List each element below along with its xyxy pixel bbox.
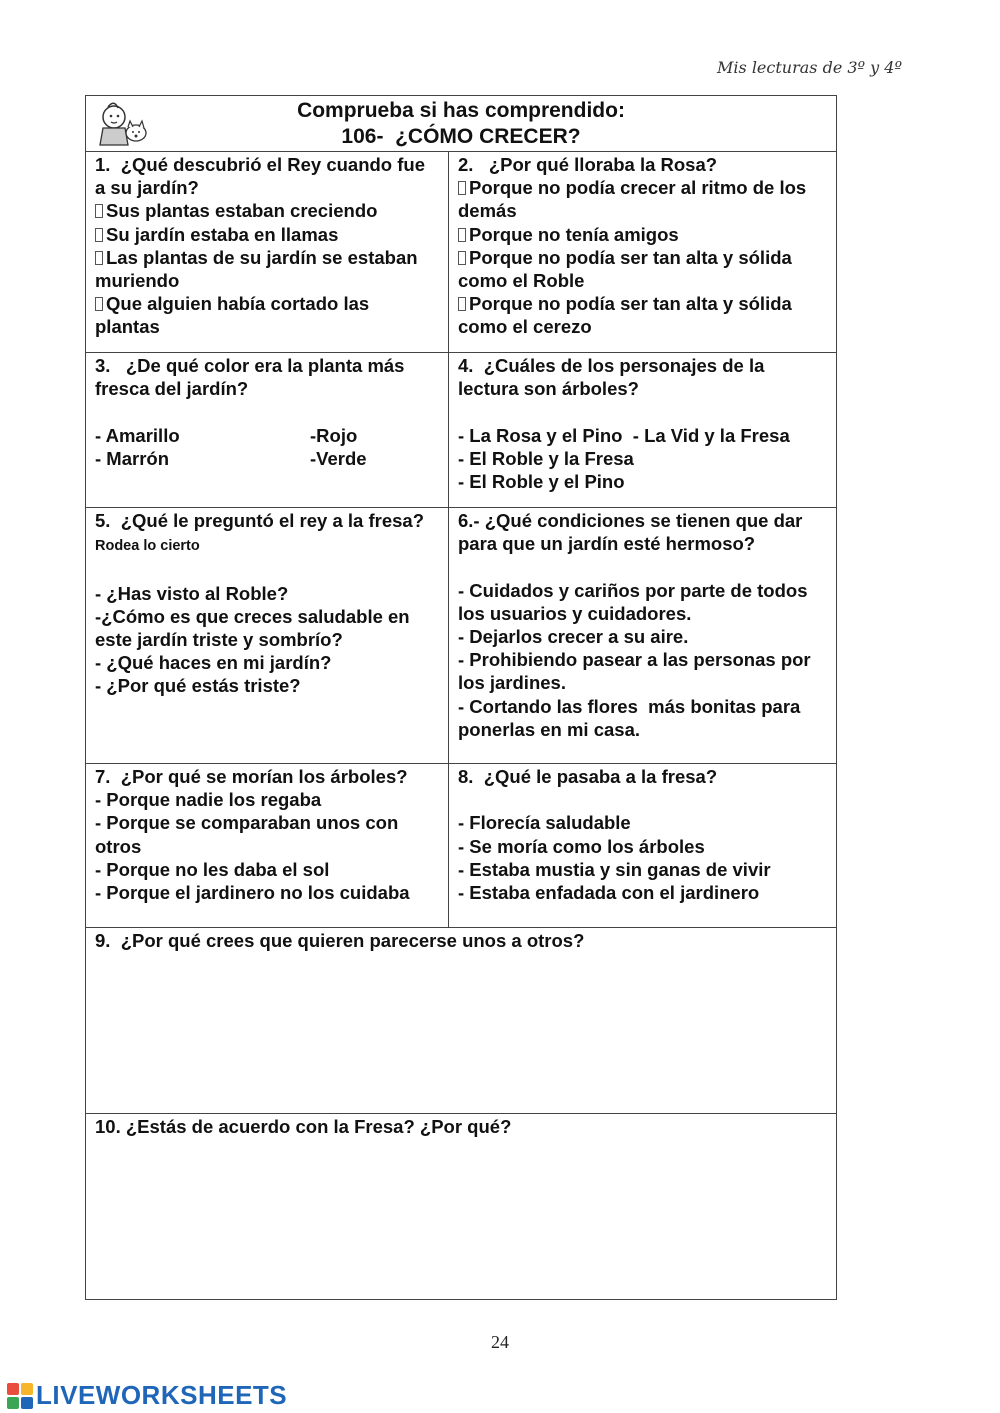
- title-line-1: Comprueba si has comprendido:: [297, 99, 625, 122]
- question-5: 5. ¿Qué le preguntó el rey a la fresa? Rodea lo cierto: [95, 510, 424, 555]
- q4-option-3[interactable]: - El Roble y el Pino: [458, 471, 625, 492]
- question-8-cell: [449, 764, 837, 928]
- q5-option-3[interactable]: - ¿Qué haces en mi jardín?: [95, 652, 332, 674]
- page-number: 24: [491, 1332, 509, 1352]
- q1-option-4[interactable]: Que alguien había cortado las plantas: [95, 293, 375, 338]
- q3-options-row-2: [95, 447, 439, 470]
- q1-option-2[interactable]: Su jardín estaba en llamas: [95, 223, 439, 246]
- liveworksheets-logo-icon: [6, 1382, 34, 1410]
- question-10-cell[interactable]: [86, 1114, 837, 1300]
- worksheet: [85, 95, 836, 1299]
- q1-option-1[interactable]: Sus plantas estaban creciendo: [95, 199, 439, 222]
- checkbox-icon[interactable]: [95, 251, 103, 265]
- question-3-cell: [86, 353, 449, 508]
- q3-options-row-1: [95, 424, 439, 447]
- q7-option-4[interactable]: - Porque el jardinero no los cuidaba: [95, 882, 410, 904]
- question-2: 2. ¿Por qué lloraba la Rosa?: [458, 154, 718, 175]
- q3-option-rojo[interactable]: -Rojo: [310, 424, 358, 446]
- question-10: 10. ¿Estás de acuerdo con la Fresa? ¿Por qué?: [95, 1116, 512, 1137]
- q3-option-marron[interactable]: - Marrón: [95, 447, 169, 469]
- q4-option-2[interactable]: - El Roble y la Fresa: [458, 447, 634, 469]
- q1-option-3[interactable]: Las plantas de su jardín se estaban muriendo: [95, 246, 423, 292]
- q5-option-4[interactable]: - ¿Por qué estás triste?: [95, 675, 301, 697]
- title-cell: [86, 96, 837, 152]
- q7-option-1[interactable]: - Porque nadie los regaba: [95, 789, 322, 811]
- q2-option-2[interactable]: Porque no tenía amigos: [458, 223, 827, 246]
- q7-option-2[interactable]: - Porque se comparaban unos con otros: [95, 812, 404, 857]
- question-3: 3. ¿De qué color era la planta más fresca del jardín?: [95, 355, 410, 400]
- checkbox-icon[interactable]: [458, 181, 466, 195]
- question-6: 6.- ¿Qué condiciones se tienen que dar para que un jardín esté hermoso?: [458, 510, 808, 555]
- questions-table: [85, 95, 837, 1300]
- checkbox-icon[interactable]: [458, 297, 466, 311]
- q4-option-1[interactable]: - La Rosa y el Pino - La Vid y la Fresa: [458, 424, 790, 446]
- question-6-cell: [449, 508, 837, 764]
- q5-hint: Rodea lo cierto: [95, 538, 200, 555]
- question-2-cell: [449, 152, 837, 353]
- question-7: 7. ¿Por qué se morían los árboles?: [95, 766, 408, 787]
- q6-option-1[interactable]: - Cuidados y cariños por parte de todos los usuarios y cuidadores.: [458, 579, 813, 624]
- q5-option-1[interactable]: - ¿Has visto al Roble?: [95, 582, 289, 604]
- liveworksheets-brand: [6, 1380, 287, 1411]
- brand-name: LIVEWORKSHEETS: [36, 1380, 288, 1410]
- checkbox-icon[interactable]: [95, 228, 103, 242]
- q2-option-1[interactable]: Porque no podía crecer al ritmo de los demás: [458, 177, 812, 222]
- checkbox-icon[interactable]: [458, 251, 466, 265]
- tintin-mascot-icon: [94, 101, 150, 147]
- checkbox-icon[interactable]: [95, 204, 103, 218]
- question-7-cell: [86, 764, 449, 928]
- q3-option-verde[interactable]: -Verde: [310, 447, 367, 469]
- q3-option-amarillo[interactable]: - Amarillo: [95, 424, 180, 446]
- question-9-cell[interactable]: [86, 928, 837, 1114]
- checkbox-icon[interactable]: [95, 297, 103, 311]
- q6-option-3[interactable]: - Prohibiendo pasear a las personas por los jardines.: [458, 649, 816, 694]
- question-8: 8. ¿Qué le pasaba a la fresa?: [458, 766, 718, 787]
- q8-option-1[interactable]: - Florecía saludable: [458, 812, 631, 834]
- question-9: 9. ¿Por qué crees que quieren parecerse unos a otros?: [95, 930, 585, 951]
- q6-option-2[interactable]: - Dejarlos crecer a su aire.: [458, 626, 689, 647]
- q7-option-3[interactable]: - Porque no les daba el sol: [95, 858, 330, 880]
- q8-option-4[interactable]: - Estaba enfadada con el jardinero: [458, 882, 760, 903]
- question-4-cell: [449, 353, 837, 508]
- q8-option-2[interactable]: - Se moría como los árboles: [458, 835, 705, 857]
- question-4: 4. ¿Cuáles de los personajes de la lectura son árboles?: [458, 355, 770, 400]
- q6-option-4[interactable]: - Cortando las flores más bonitas para ponerlas en mi casa.: [458, 695, 806, 740]
- question-1-cell: [86, 152, 449, 353]
- q2-option-4[interactable]: Porque no podía ser tan alta y sólida como el cerezo: [458, 293, 797, 338]
- q8-option-3[interactable]: - Estaba mustia y sin ganas de vivir: [458, 858, 771, 880]
- q5-option-2[interactable]: -¿Cómo es que creces saludable en este jardín triste y sombrío?: [95, 605, 415, 650]
- title-line-2: 106- ¿CÓMO CRECER?: [341, 125, 581, 148]
- q2-option-3[interactable]: Porque no podía ser tan alta y sólida como el Roble: [458, 246, 797, 292]
- header-note: Mis lecturas de 3º y 4º: [717, 58, 902, 77]
- question-1: 1. ¿Qué descubrió el Rey cuando fue a su jardín?: [95, 154, 431, 199]
- question-5-cell: [86, 508, 449, 764]
- checkbox-icon[interactable]: [458, 228, 466, 242]
